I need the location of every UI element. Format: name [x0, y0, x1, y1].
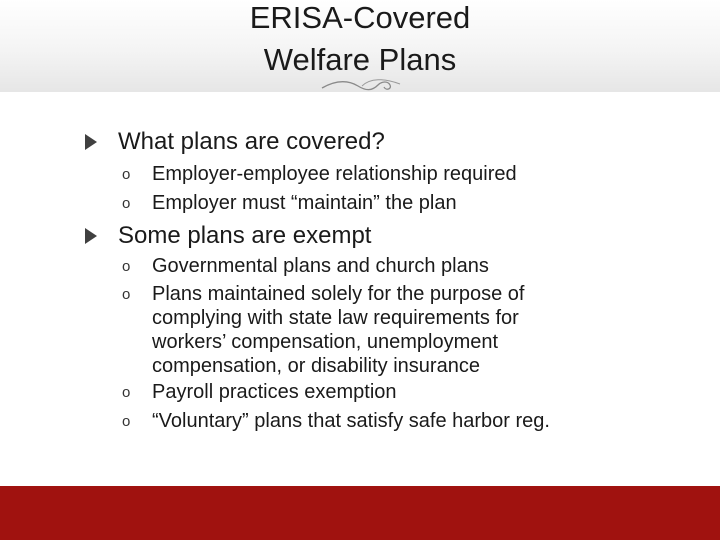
sub-bullet-icon: o [122, 413, 131, 430]
list-item: Payroll practices exemption [152, 381, 397, 403]
sub-bullet-icon: o [122, 384, 131, 401]
sub-bullet-icon: o [122, 286, 131, 303]
list-item: Employer must “maintain” the plan [152, 192, 457, 214]
sub-bullet-icon: o [122, 166, 131, 183]
footer-bar [0, 486, 720, 540]
sub-bullet-icon: o [122, 195, 131, 212]
slide-title-line-1: ERISA-Covered [249, 0, 471, 35]
arrow-right-icon [84, 227, 98, 245]
list-item-line: complying with state law requirements for [152, 307, 519, 329]
slide-title-line-2: Welfare Plans [263, 42, 457, 77]
list-item-line: workers’ compensation, unemployment [152, 331, 499, 353]
list-item-line: Plans maintained solely for the purpose of [152, 283, 525, 305]
title-band [0, 0, 720, 92]
arrow-right-icon [84, 133, 98, 151]
list-item: “Voluntary” plans that satisfy safe harbor reg. [152, 410, 550, 432]
section-heading-covered: What plans are covered? [118, 128, 385, 155]
section-heading-exempt: Some plans are exempt [118, 222, 372, 249]
list-item: Employer-employee relationship required [152, 163, 517, 185]
list-item-line: compensation, or disability insurance [152, 355, 480, 377]
flourish-icon [318, 76, 404, 96]
sub-bullet-icon: o [122, 258, 131, 275]
list-item: Governmental plans and church plans [152, 255, 489, 277]
